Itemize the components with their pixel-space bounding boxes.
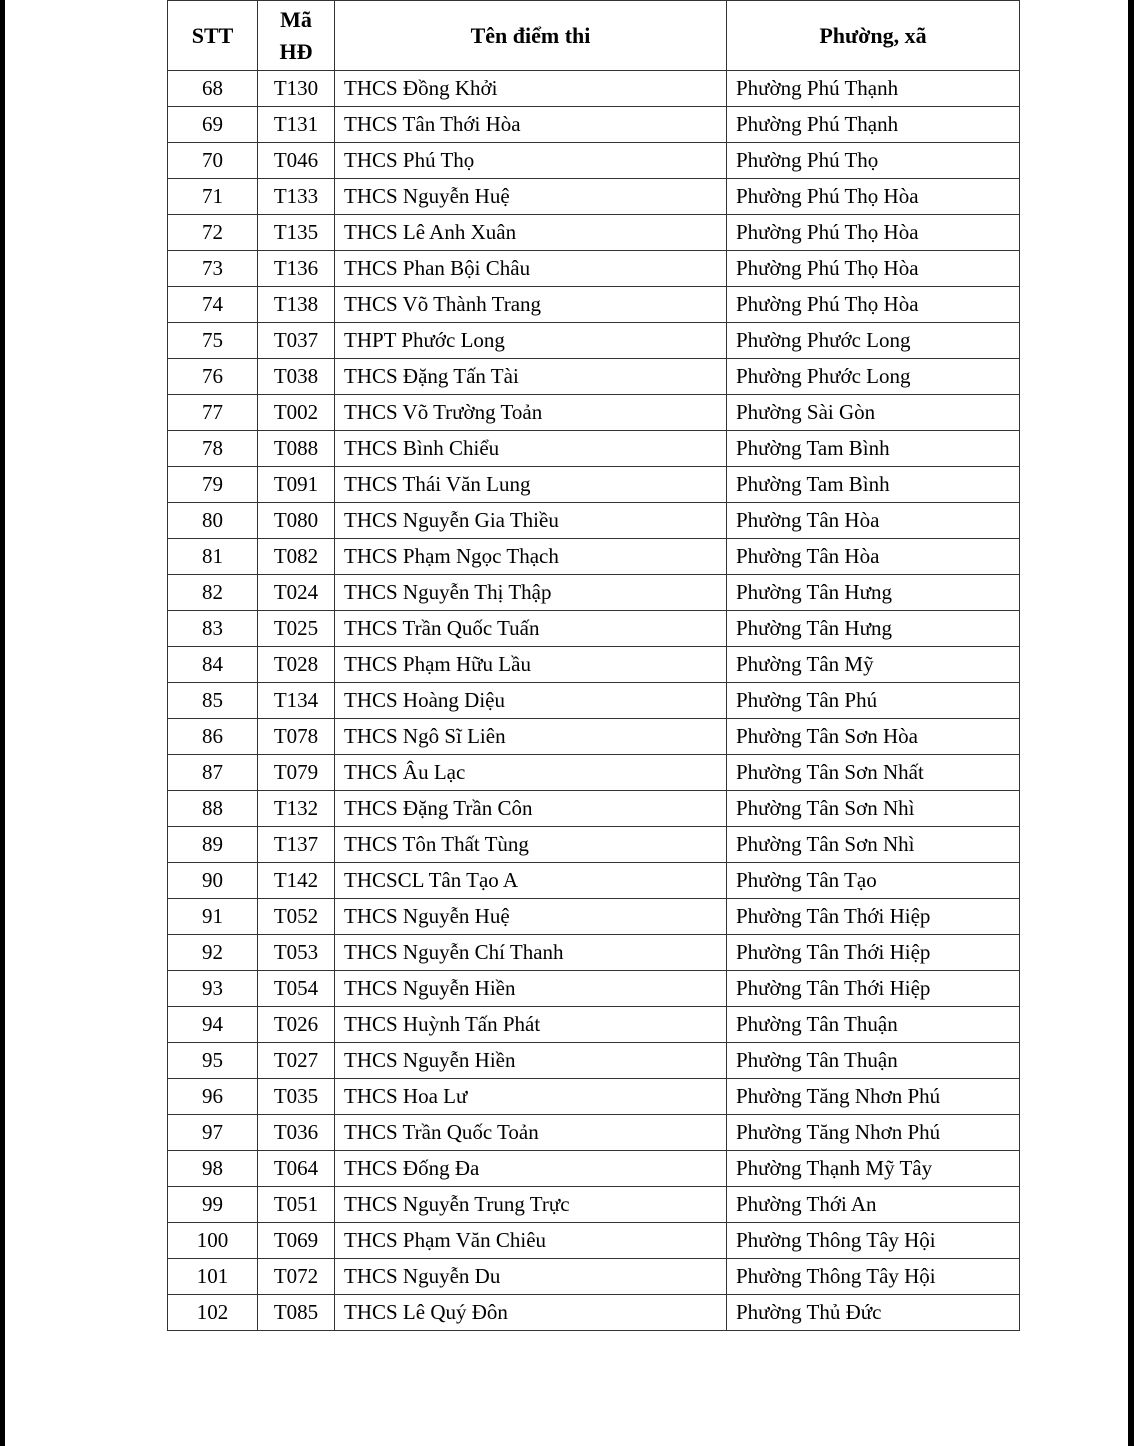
cell-site-name: THCS Tân Thới Hòa xyxy=(335,107,727,143)
table-row xyxy=(168,1295,1020,1331)
cell-code: T080 xyxy=(258,503,335,539)
cell-stt: 83 xyxy=(168,611,258,647)
cell-code: T088 xyxy=(258,431,335,467)
cell-code: T134 xyxy=(258,683,335,719)
cell-ward: Phường Thủ Đức xyxy=(727,1295,1020,1331)
exam-sites-table xyxy=(167,0,1020,1331)
cell-ward: Phường Tân Hòa xyxy=(727,503,1020,539)
cell-code: T053 xyxy=(258,935,335,971)
table-row xyxy=(168,395,1020,431)
table-body xyxy=(168,71,1020,1331)
table-row xyxy=(168,827,1020,863)
cell-code: T137 xyxy=(258,827,335,863)
table-row xyxy=(168,179,1020,215)
cell-site-name: THCSCL Tân Tạo A xyxy=(335,863,727,899)
cell-stt: 80 xyxy=(168,503,258,539)
cell-stt: 93 xyxy=(168,971,258,1007)
cell-stt: 102 xyxy=(168,1295,258,1331)
table-header xyxy=(168,1,1020,71)
cell-ward: Phường Tân Sơn Nhất xyxy=(727,755,1020,791)
cell-stt: 79 xyxy=(168,467,258,503)
cell-ward: Phường Phước Long xyxy=(727,323,1020,359)
cell-site-name: THCS Đặng Tấn Tài xyxy=(335,359,727,395)
table-row xyxy=(168,107,1020,143)
cell-ward: Phường Tam Bình xyxy=(727,467,1020,503)
cell-site-name: THCS Thái Văn Lung xyxy=(335,467,727,503)
cell-code: T130 xyxy=(258,71,335,107)
header-code xyxy=(258,1,335,71)
header-code-line2: HĐ xyxy=(279,38,313,64)
cell-code: T052 xyxy=(258,899,335,935)
cell-stt: 101 xyxy=(168,1259,258,1295)
cell-code: T131 xyxy=(258,107,335,143)
cell-ward: Phường Thông Tây Hội xyxy=(727,1223,1020,1259)
cell-site-name: THCS Ngô Sĩ Liên xyxy=(335,719,727,755)
cell-ward: Phường Tân Thới Hiệp xyxy=(727,935,1020,971)
cell-stt: 96 xyxy=(168,1079,258,1115)
cell-ward: Phường Tân Tạo xyxy=(727,863,1020,899)
cell-site-name: THCS Nguyễn Huệ xyxy=(335,179,727,215)
cell-site-name: THCS Tôn Thất Tùng xyxy=(335,827,727,863)
cell-ward: Phường Tân Hòa xyxy=(727,539,1020,575)
cell-stt: 88 xyxy=(168,791,258,827)
cell-ward: Phường Tân Hưng xyxy=(727,611,1020,647)
cell-ward: Phường Tân Thới Hiệp xyxy=(727,899,1020,935)
left-edge-bar xyxy=(0,0,5,1446)
cell-stt: 81 xyxy=(168,539,258,575)
cell-site-name: THCS Nguyễn Hiền xyxy=(335,971,727,1007)
cell-site-name: THCS Nguyễn Hiền xyxy=(335,1043,727,1079)
cell-ward: Phường Tân Thuận xyxy=(727,1007,1020,1043)
cell-site-name: THCS Nguyễn Thị Thập xyxy=(335,575,727,611)
table-row xyxy=(168,1187,1020,1223)
cell-ward: Phường Tân Sơn Nhì xyxy=(727,791,1020,827)
cell-code: T142 xyxy=(258,863,335,899)
cell-stt: 98 xyxy=(168,1151,258,1187)
table-row xyxy=(168,1223,1020,1259)
table-row xyxy=(168,863,1020,899)
cell-code: T025 xyxy=(258,611,335,647)
cell-code: T136 xyxy=(258,251,335,287)
right-edge-bar xyxy=(1128,0,1134,1446)
header-row xyxy=(168,1,1020,71)
cell-ward: Phường Phú Thọ Hòa xyxy=(727,287,1020,323)
cell-stt: 69 xyxy=(168,107,258,143)
table-row xyxy=(168,719,1020,755)
cell-code: T028 xyxy=(258,647,335,683)
cell-stt: 68 xyxy=(168,71,258,107)
cell-site-name: THCS Đồng Khởi xyxy=(335,71,727,107)
cell-code: T085 xyxy=(258,1295,335,1331)
cell-code: T036 xyxy=(258,1115,335,1151)
cell-stt: 89 xyxy=(168,827,258,863)
cell-stt: 84 xyxy=(168,647,258,683)
cell-site-name: THCS Lê Anh Xuân xyxy=(335,215,727,251)
table-row xyxy=(168,1079,1020,1115)
table-row xyxy=(168,251,1020,287)
cell-stt: 86 xyxy=(168,719,258,755)
cell-code: T027 xyxy=(258,1043,335,1079)
cell-stt: 87 xyxy=(168,755,258,791)
cell-ward: Phường Tăng Nhơn Phú xyxy=(727,1115,1020,1151)
cell-ward: Phường Tam Bình xyxy=(727,431,1020,467)
cell-site-name: THCS Lê Quý Đôn xyxy=(335,1295,727,1331)
cell-site-name: THCS Trần Quốc Toản xyxy=(335,1115,727,1151)
cell-stt: 91 xyxy=(168,899,258,935)
cell-ward: Phường Tăng Nhơn Phú xyxy=(727,1079,1020,1115)
header-ward: Phường, xã xyxy=(727,1,1020,71)
cell-stt: 75 xyxy=(168,323,258,359)
cell-code: T132 xyxy=(258,791,335,827)
cell-code: T038 xyxy=(258,359,335,395)
cell-site-name: THCS Nguyễn Gia Thiều xyxy=(335,503,727,539)
cell-code: T051 xyxy=(258,1187,335,1223)
cell-site-name: THCS Phạm Văn Chiêu xyxy=(335,1223,727,1259)
cell-code: T138 xyxy=(258,287,335,323)
table-row xyxy=(168,431,1020,467)
table-row xyxy=(168,611,1020,647)
table-row xyxy=(168,1007,1020,1043)
cell-site-name: THCS Võ Trường Toản xyxy=(335,395,727,431)
cell-stt: 94 xyxy=(168,1007,258,1043)
table-row xyxy=(168,575,1020,611)
cell-site-name: THCS Nguyễn Huệ xyxy=(335,899,727,935)
cell-code: T046 xyxy=(258,143,335,179)
cell-ward: Phường Phú Thạnh xyxy=(727,107,1020,143)
cell-stt: 71 xyxy=(168,179,258,215)
cell-code: T054 xyxy=(258,971,335,1007)
table-row xyxy=(168,1043,1020,1079)
cell-stt: 97 xyxy=(168,1115,258,1151)
cell-site-name: THCS Hoàng Diệu xyxy=(335,683,727,719)
cell-code: T037 xyxy=(258,323,335,359)
cell-stt: 74 xyxy=(168,287,258,323)
cell-stt: 73 xyxy=(168,251,258,287)
cell-ward: Phường Phú Thọ Hòa xyxy=(727,179,1020,215)
cell-code: T078 xyxy=(258,719,335,755)
cell-site-name: THCS Nguyễn Trung Trực xyxy=(335,1187,727,1223)
cell-stt: 99 xyxy=(168,1187,258,1223)
table-row xyxy=(168,899,1020,935)
cell-site-name: THCS Bình Chiểu xyxy=(335,431,727,467)
table-row xyxy=(168,1115,1020,1151)
table-row xyxy=(168,287,1020,323)
cell-site-name: THCS Nguyễn Du xyxy=(335,1259,727,1295)
cell-ward: Phường Phú Thọ Hòa xyxy=(727,215,1020,251)
cell-site-name: THCS Nguyễn Chí Thanh xyxy=(335,935,727,971)
cell-ward: Phường Thông Tây Hội xyxy=(727,1259,1020,1295)
cell-stt: 77 xyxy=(168,395,258,431)
cell-code: T024 xyxy=(258,575,335,611)
table-row xyxy=(168,323,1020,359)
cell-site-name: THCS Đống Đa xyxy=(335,1151,727,1187)
table-row xyxy=(168,935,1020,971)
cell-stt: 92 xyxy=(168,935,258,971)
cell-site-name: THCS Huỳnh Tấn Phát xyxy=(335,1007,727,1043)
cell-code: T133 xyxy=(258,179,335,215)
table-row xyxy=(168,503,1020,539)
table-row xyxy=(168,143,1020,179)
cell-stt: 100 xyxy=(168,1223,258,1259)
cell-code: T069 xyxy=(258,1223,335,1259)
cell-code: T091 xyxy=(258,467,335,503)
cell-site-name: THCS Đặng Trần Côn xyxy=(335,791,727,827)
cell-stt: 78 xyxy=(168,431,258,467)
cell-site-name: THCS Phan Bội Châu xyxy=(335,251,727,287)
table-row xyxy=(168,1151,1020,1187)
cell-ward: Phường Phú Thọ xyxy=(727,143,1020,179)
cell-code: T135 xyxy=(258,215,335,251)
table-row xyxy=(168,1259,1020,1295)
cell-stt: 82 xyxy=(168,575,258,611)
table-row xyxy=(168,539,1020,575)
table-row xyxy=(168,647,1020,683)
cell-code: T072 xyxy=(258,1259,335,1295)
cell-site-name: THPT Phước Long xyxy=(335,323,727,359)
cell-code: T026 xyxy=(258,1007,335,1043)
cell-ward: Phường Phú Thạnh xyxy=(727,71,1020,107)
cell-ward: Phường Thạnh Mỹ Tây xyxy=(727,1151,1020,1187)
cell-code: T064 xyxy=(258,1151,335,1187)
cell-code: T079 xyxy=(258,755,335,791)
cell-site-name: THCS Phạm Ngọc Thạch xyxy=(335,539,727,575)
cell-ward: Phường Phú Thọ Hòa xyxy=(727,251,1020,287)
cell-site-name: THCS Võ Thành Trang xyxy=(335,287,727,323)
header-stt: STT xyxy=(168,1,258,71)
cell-stt: 85 xyxy=(168,683,258,719)
cell-site-name: THCS Hoa Lư xyxy=(335,1079,727,1115)
table-row xyxy=(168,467,1020,503)
table-row xyxy=(168,215,1020,251)
cell-stt: 72 xyxy=(168,215,258,251)
cell-ward: Phường Phước Long xyxy=(727,359,1020,395)
header-code-line1: Mã xyxy=(280,6,312,32)
cell-code: T082 xyxy=(258,539,335,575)
table-row xyxy=(168,71,1020,107)
cell-stt: 95 xyxy=(168,1043,258,1079)
cell-stt: 76 xyxy=(168,359,258,395)
table-row xyxy=(168,683,1020,719)
cell-site-name: THCS Phú Thọ xyxy=(335,143,727,179)
cell-ward: Phường Tân Thuận xyxy=(727,1043,1020,1079)
table-row xyxy=(168,755,1020,791)
cell-stt: 70 xyxy=(168,143,258,179)
cell-ward: Phường Tân Sơn Hòa xyxy=(727,719,1020,755)
header-name: Tên điểm thi xyxy=(335,1,727,71)
cell-stt: 90 xyxy=(168,863,258,899)
cell-site-name: THCS Âu Lạc xyxy=(335,755,727,791)
cell-ward: Phường Tân Hưng xyxy=(727,575,1020,611)
cell-site-name: THCS Trần Quốc Tuấn xyxy=(335,611,727,647)
table-row xyxy=(168,971,1020,1007)
cell-ward: Phường Sài Gòn xyxy=(727,395,1020,431)
cell-code: T035 xyxy=(258,1079,335,1115)
cell-ward: Phường Tân Sơn Nhì xyxy=(727,827,1020,863)
cell-code: T002 xyxy=(258,395,335,431)
cell-site-name: THCS Phạm Hữu Lầu xyxy=(335,647,727,683)
cell-ward: Phường Thới An xyxy=(727,1187,1020,1223)
cell-ward: Phường Tân Mỹ xyxy=(727,647,1020,683)
table-row xyxy=(168,359,1020,395)
table-row xyxy=(168,791,1020,827)
cell-ward: Phường Tân Phú xyxy=(727,683,1020,719)
cell-ward: Phường Tân Thới Hiệp xyxy=(727,971,1020,1007)
